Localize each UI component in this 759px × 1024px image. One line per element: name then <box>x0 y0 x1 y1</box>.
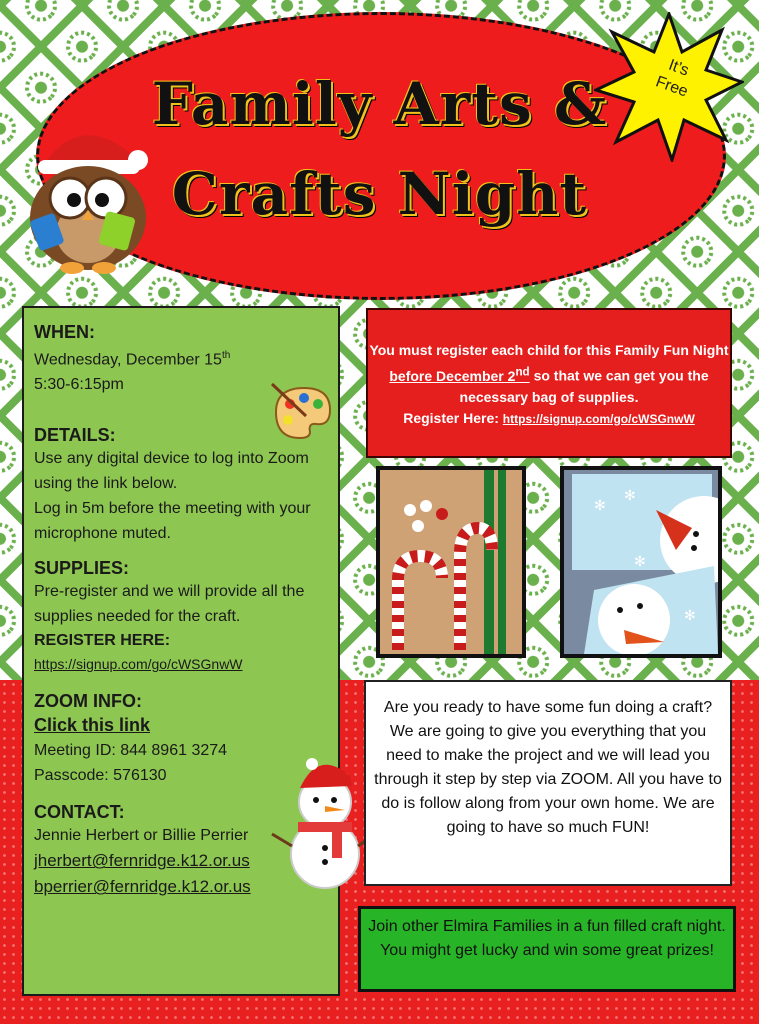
free-badge-line1: It’s <box>666 56 691 80</box>
registration-label: Register Here: <box>403 409 503 426</box>
page-title-line2: Crafts Night <box>171 160 588 228</box>
join-families-box: Join other Elmira Families in a fun filled craft night. You might get lucky and win some great prizes! <box>358 906 736 992</box>
free-badge-line2: Free <box>653 73 691 101</box>
event-time: 5:30-6:15pm <box>34 376 124 394</box>
svg-text:✻: ✻ <box>594 497 606 513</box>
contact-email-1[interactable]: jherbert@fernridge.k12.or.us <box>34 851 250 871</box>
supplies-heading: SUPPLIES: <box>34 558 130 579</box>
zoom-link[interactable]: Click this link <box>34 715 151 736</box>
event-date-text: Wednesday, December 15 <box>34 351 222 369</box>
details-line1: Use any digital device to log into Zoom using the link below. <box>34 450 309 493</box>
supplies-text: Pre-register and we will provide all the supplies needed for the craft. <box>34 583 305 626</box>
registration-deadline <box>389 365 530 384</box>
zoom-heading: ZOOM INFO: <box>34 691 142 712</box>
passcode: Passcode: 576130 <box>34 767 167 785</box>
contact-heading: CONTACT: <box>34 802 125 823</box>
meeting-id: Meeting ID: 844 8961 3274 <box>34 742 228 760</box>
register-link[interactable]: https://signup.com/go/cWSGnwW <box>34 656 243 673</box>
registration-deadline-text: before December 2 <box>389 367 516 384</box>
candy-cane-craft-photo <box>376 466 526 658</box>
svg-text:✻: ✻ <box>624 487 636 503</box>
svg-text:✻: ✻ <box>684 607 696 623</box>
register-here-label: REGISTER HERE: <box>34 632 171 650</box>
event-date-suffix: th <box>221 350 231 361</box>
registration-notice <box>366 308 732 458</box>
owl-santa-icon <box>20 118 155 278</box>
when-heading: WHEN: <box>34 322 95 342</box>
page-title-line1: Family Arts & <box>151 70 608 138</box>
details-line2: Log in 5m before the meeting with your microphone muted. <box>34 500 311 543</box>
registration-link[interactable]: https://signup.com/go/cWSGnwW <box>502 411 695 426</box>
event-date <box>34 343 328 372</box>
contact-names: Jennie Herbert or Billie Perrier <box>34 827 249 845</box>
snowman-card-craft-photo <box>560 466 722 658</box>
paint-palette-icon <box>268 382 336 442</box>
contact-email-2[interactable]: bperrier@fernridge.k12.or.us <box>34 877 251 897</box>
intro-text-box: Are you ready to have some fun doing a craft? We are going to give you everything that you need to make the project and we will lead you through it step by step via ZOOM. All you have to do is follow along from your own home. We are going to have so much FUN! <box>364 680 732 886</box>
registration-text-1: You must register each child for this Family Fun Night <box>369 342 729 358</box>
svg-text:✻: ✻ <box>634 553 646 569</box>
registration-text-2: so that we can get you the necessary bag of supplies. <box>459 367 709 405</box>
registration-deadline-suffix: nd <box>515 365 530 378</box>
details-heading: DETAILS: <box>34 425 116 446</box>
